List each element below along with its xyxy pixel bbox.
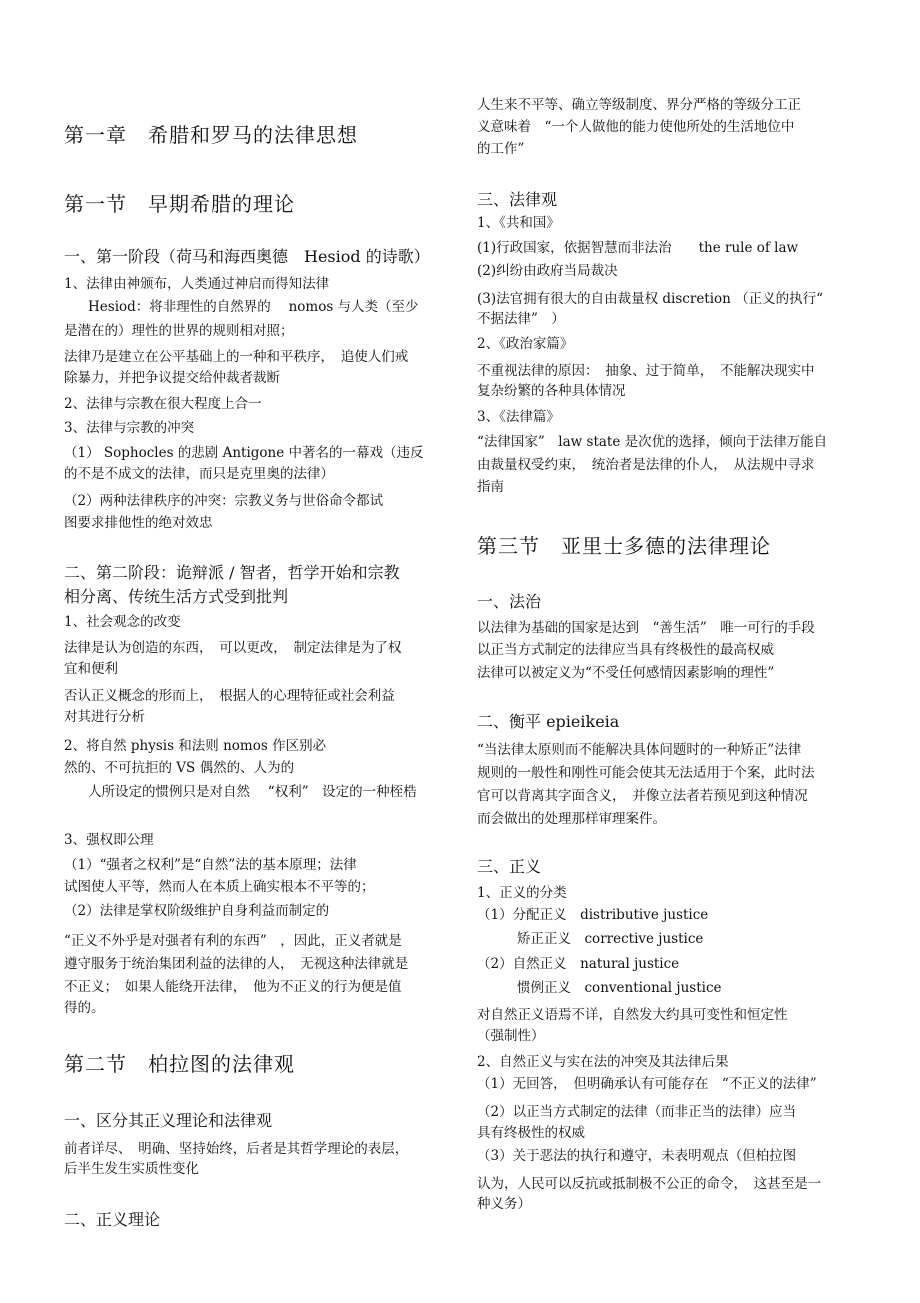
subsection-heading: 相分离、传统生活方式受到批判 xyxy=(64,587,289,606)
paragraph-line: 义意味着 “一个人做他的能力使他所处的生活地位中 xyxy=(477,119,795,135)
paragraph-line: (2)纠纷由政府当局裁决 xyxy=(477,263,618,279)
subsection-heading: 三、正义 xyxy=(477,857,542,876)
paragraph-line: 图要求排他性的绝对效忠 xyxy=(64,515,213,531)
paragraph-line: 具有终极性的权威 xyxy=(477,1125,585,1141)
paragraph-line: 1、社会观念的改变 xyxy=(64,614,181,630)
paragraph-line: 由裁量权受约束， 统治者是法律的仆人， 从法规中寻求 xyxy=(477,457,815,473)
section-title: 第一节 早期希腊的理论 xyxy=(64,192,295,216)
paragraph-line: 1、《共和国》 xyxy=(477,215,560,231)
paragraph-line: 种义务） xyxy=(477,1196,531,1212)
subsection-heading: 一、第一阶段（荷马和海西奥德 Hesiod 的诗歌） xyxy=(64,247,430,266)
paragraph-line: 试图使人平等，然而人在本质上确实根本不平等的； xyxy=(64,879,375,895)
paragraph-line: 不正义； 如果人能绕开法律， 他为不正义的行为便是值 xyxy=(64,979,402,995)
paragraph-line: 以法律为基础的国家是达到 “善生活” 唯一可行的手段 xyxy=(477,620,815,636)
paragraph-line: 不据法律” ） xyxy=(477,311,565,327)
paragraph-line: 的工作” xyxy=(477,141,525,157)
paragraph-line: 指南 xyxy=(477,479,504,495)
paragraph-line: （3）关于恶法的执行和遵守，未表明观点（但柏拉图 xyxy=(477,1148,797,1164)
paragraph-line: 2、《政治家篇》 xyxy=(477,336,574,352)
paragraph-line: (3)法官拥有很大的自由裁量权 discretion （正义的执行“ xyxy=(477,291,824,307)
paragraph-line: 3、法律与宗教的冲突 xyxy=(64,420,195,436)
paragraph-line: 不重视法律的原因： 抽象、过于简单， 不能解决现实中 xyxy=(477,363,815,379)
paragraph-line: 2、将自然 physis 和法则 nomos 作区别必 xyxy=(64,738,327,754)
paragraph-line: 3、强权即公理 xyxy=(64,832,154,848)
subsection-heading: 三、法律观 xyxy=(477,190,558,209)
chapter-title: 第一章 希腊和罗马的法律思想 xyxy=(64,123,358,147)
subsection-heading: 一、区分其正义理论和法律观 xyxy=(64,1111,273,1130)
paragraph-line: 遵守服务于统治集团利益的法律的人， 无视这种法律就是 xyxy=(64,956,409,972)
paragraph-line: “当法律太原则而不能解决具体问题时的一种矫正”法律 xyxy=(477,742,802,758)
paragraph-line: 3、《法律篇》 xyxy=(477,409,560,425)
paragraph-line: （1）“强者之权利”是“自然”法的基本原理；法律 xyxy=(64,857,357,873)
subsection-heading: 一、法治 xyxy=(477,592,542,611)
paragraph-line: 法律乃是建立在公平基础上的一种和平秩序， 追使人们戒 xyxy=(64,349,409,365)
paragraph-line: 以正当方式制定的法律应当具有终极性的最高权威 xyxy=(477,642,774,658)
subsection-heading: 二、衡平 epieikeia xyxy=(477,712,620,731)
paragraph-line: 是潜在的）理性的世界的规则相对照； xyxy=(64,323,294,339)
paragraph-line: （强制性） xyxy=(477,1028,545,1044)
paragraph-line: 2、法律与宗教在很大程度上合一 xyxy=(64,396,262,412)
paragraph-line: 前者详尽、 明确、坚持始终，后者是其哲学理论的表层， xyxy=(64,1141,409,1157)
paragraph-line: (1)行政国家，依据智慧而非法治 the rule of law xyxy=(477,240,799,256)
paragraph-line: （2）以正当方式制定的法律（而非正当的法律）应当 xyxy=(477,1104,797,1120)
paragraph-line: 法律是认为创造的东西， 可以更改， 制定法律是为了权 xyxy=(64,640,402,656)
paragraph-line: 对其进行分析 xyxy=(64,709,145,725)
paragraph-line: 复杂纷繁的各种具体情况 xyxy=(477,383,626,399)
paragraph-line: 宜和便利 xyxy=(64,661,118,677)
paragraph-line: “法律国家” law state 是次优的选择，倾向于法律万能自 xyxy=(477,434,828,450)
paragraph-line: （2）法律是掌权阶级维护自身利益而制定的 xyxy=(64,903,330,919)
subsection-heading: 二、第二阶段：诡辩派 / 智者，哲学开始和宗教 xyxy=(64,563,400,582)
paragraph-line: 后半生发生实质性变化 xyxy=(64,1161,199,1177)
paragraph-line: 而会做出的处理那样审理案件。 xyxy=(477,811,666,827)
paragraph-line: 得的。 xyxy=(64,1000,105,1016)
paragraph-line: “正义不外乎是对强者有利的东西” ，因此，正义者就是 xyxy=(64,933,402,949)
section-title: 第二节 柏拉图的法律观 xyxy=(64,1052,295,1076)
section-title: 第三节 亚里士多德的法律理论 xyxy=(477,534,771,558)
paragraph-line: 官可以背离其字面含义， 并像立法者若预见到这种情况 xyxy=(477,788,808,804)
paragraph-line: （1）分配正义 distributive justice xyxy=(477,907,709,923)
paragraph-line: Hesiod：将非理性的自然界的 nomos 与人类（至少 xyxy=(88,299,419,315)
paragraph-line: 惯例正义 conventional justice xyxy=(517,980,722,996)
paragraph-line: 认为，人民可以反抗或抵制极不公正的命令， 这甚至是一 xyxy=(477,1176,822,1192)
paragraph-line: 对自然正义语焉不详，自然发大约具可变性和恒定性 xyxy=(477,1007,788,1023)
paragraph-line: 除暴力，并把争议提交给仲裁者裁断 xyxy=(64,370,280,386)
paragraph-line: 的不是不成文的法律，而只是克里奥的法律） xyxy=(64,466,334,482)
subsection-heading: 二、正义理论 xyxy=(64,1210,161,1229)
paragraph-line: 然的、不可抗拒的 VS 偶然的、人为的 xyxy=(64,760,295,776)
paragraph-line: 否认正义概念的形而上， 根据人的心理特征或社会利益 xyxy=(64,688,395,704)
paragraph-line: 法律可以被定义为“不受任何感情因素影响的理性” xyxy=(477,665,775,681)
paragraph-line: （2）自然正义 natural justice xyxy=(477,956,680,972)
paragraph-line: 规则的一般性和刚性可能会使其无法适用于个案，此时法 xyxy=(477,765,815,781)
paragraph-line: 人所设定的惯例只是对自然 “权利” 设定的一种桎梏 xyxy=(88,784,417,800)
paragraph-line: （2）两种法律秩序的冲突：宗教义务与世俗命令都试 xyxy=(64,493,384,509)
paragraph-line: 1、正义的分类 xyxy=(477,885,567,901)
paragraph-line: 矫正正义 corrective justice xyxy=(517,931,704,947)
paragraph-line: （1） Sophocles 的悲剧 Antigone 中著名的一幕戏（违反 xyxy=(64,445,424,461)
paragraph-line: 2、自然正义与实在法的冲突及其法律后果 xyxy=(477,1054,729,1070)
paragraph-line: 人生来不平等、确立等级制度、界分严格的等级分工正 xyxy=(477,97,801,113)
paragraph-line: 1、法律由神颁布，人类通过神启而得知法律 xyxy=(64,276,330,292)
paragraph-line: （1）无回答， 但明确承认有可能存在 “不正义的法律” xyxy=(477,1076,817,1092)
